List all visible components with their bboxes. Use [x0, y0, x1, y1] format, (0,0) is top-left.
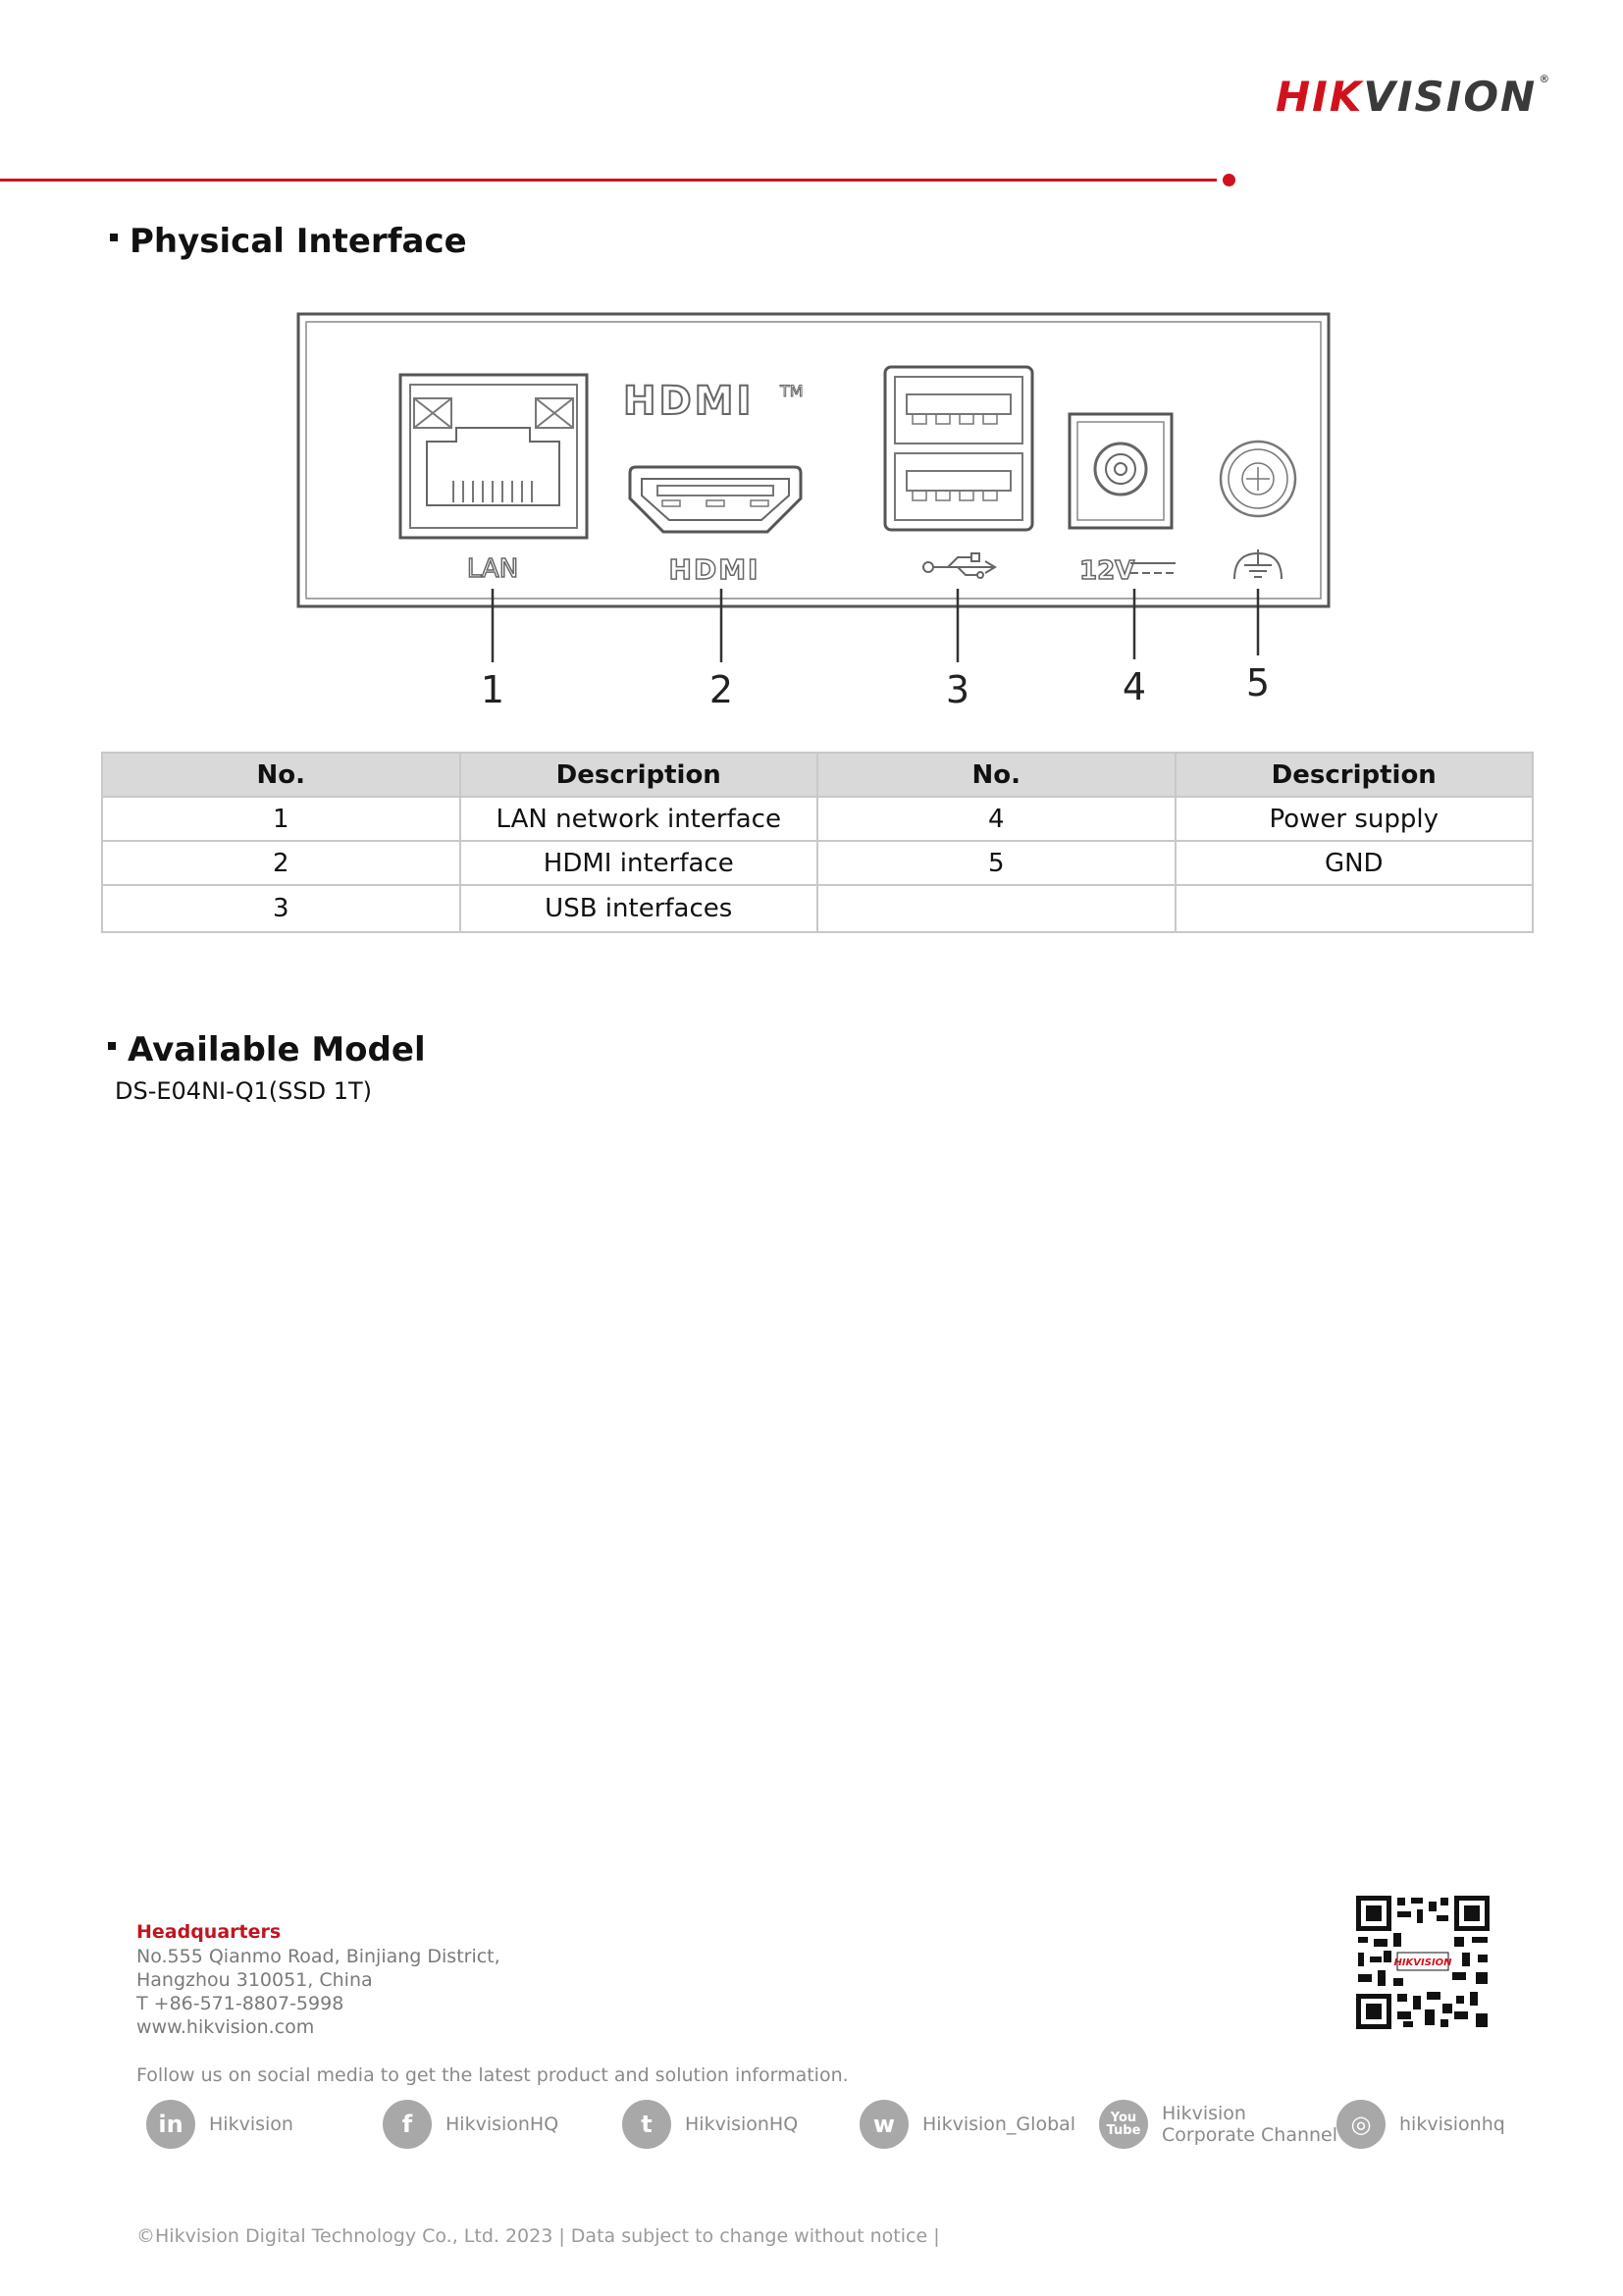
table-header-row: [102, 753, 1533, 797]
panel-inner-outline: [306, 322, 1321, 599]
social-youtube-link[interactable]: [1099, 2100, 1337, 2149]
social-twitter-link[interactable]: [622, 2100, 798, 2149]
table-cell: HDMI interface: [460, 841, 818, 885]
dc-symbol-icon: [1130, 563, 1176, 573]
qr-code-icon: [1354, 1894, 1492, 2031]
bullet-square-icon: [110, 234, 118, 241]
callout-lines: [493, 589, 1258, 662]
available-model-heading: Available Model: [108, 1030, 426, 1070]
bullet-square-icon: [108, 1042, 116, 1050]
table-cell: USB interfaces: [460, 885, 818, 932]
usb-ports-icon: [885, 367, 1032, 530]
table-cell: GND: [1176, 841, 1534, 885]
hq-address-line: Hangzhou 310051, China: [136, 1969, 373, 1991]
header-no: No.: [102, 753, 460, 797]
table-cell: Power supply: [1176, 797, 1534, 841]
table-cell: [1176, 885, 1534, 932]
table-cell: 4: [817, 797, 1176, 841]
table-cell: 3: [102, 885, 460, 932]
callout-5: 5: [1245, 661, 1271, 704]
lan-port-label: LAN: [466, 554, 519, 584]
twitter-icon: t: [622, 2100, 671, 2149]
instagram-icon: ◎: [1336, 2100, 1386, 2149]
social-instagram-link[interactable]: [1336, 2100, 1505, 2149]
table-cell: 1: [102, 797, 460, 841]
power-port-icon: [1070, 414, 1172, 528]
header-no: No.: [817, 753, 1176, 797]
rear-panel-diagram: [285, 304, 1344, 716]
header-description: Description: [460, 753, 818, 797]
hq-address-line: No.555 Qianmo Road, Binjiang District,: [136, 1946, 500, 1967]
social-label: Hikvision Corporate Channel: [1162, 2103, 1338, 2146]
lan-port-icon: [400, 375, 587, 538]
ground-symbol-icon: [1234, 549, 1282, 579]
hdmi-logo-tm: TM: [780, 382, 804, 400]
header-divider-dot: [1223, 174, 1235, 186]
hdmi-logo-text: HDMI: [623, 379, 755, 424]
follow-text: Follow us on social media to get the latest product and solution information.: [136, 2064, 849, 2086]
social-label: hikvisionhq: [1399, 2113, 1505, 2135]
social-label: Hikvision: [209, 2113, 293, 2135]
power-port-label: 12V: [1079, 556, 1135, 586]
header-divider: [0, 179, 1217, 182]
facebook-icon: f: [383, 2100, 432, 2149]
table-cell: [817, 885, 1176, 932]
physical-interface-heading: Physical Interface: [110, 222, 467, 261]
hq-address-block: [136, 1945, 500, 2039]
table-cell: 2: [102, 841, 460, 885]
social-wechat-link[interactable]: [860, 2100, 1075, 2149]
hikvision-logo: HIKVISION ®: [1276, 73, 1552, 121]
svg-text:HIKVISION: HIKVISION: [1393, 1957, 1452, 1968]
callout-2: 2: [708, 668, 734, 711]
table-row: [102, 797, 1533, 841]
table-cell: LAN network interface: [460, 797, 818, 841]
hdmi-port-icon: [630, 467, 801, 532]
hdmi-port-label: HDMI: [668, 553, 760, 586]
table-cell: 5: [817, 841, 1176, 885]
callout-1: 1: [480, 668, 505, 711]
hq-phone: T +86-571-8807-5998: [136, 1993, 344, 2014]
social-facebook-link[interactable]: [383, 2100, 558, 2149]
callout-3: 3: [945, 668, 970, 711]
interface-table: [101, 752, 1534, 933]
social-label: HikvisionHQ: [445, 2113, 559, 2135]
callout-4: 4: [1122, 665, 1147, 708]
youtube-icon: You Tube: [1099, 2100, 1148, 2149]
social-linkedin-link[interactable]: [146, 2100, 293, 2149]
model-number: DS-E04NI-Q1(SSD 1T): [115, 1077, 373, 1105]
table-row: [102, 885, 1533, 932]
hq-title: Headquarters: [136, 1921, 282, 1943]
hq-website-link[interactable]: www.hikvision.com: [136, 2016, 315, 2038]
table-row: [102, 841, 1533, 885]
social-label: Hikvision_Global: [922, 2113, 1076, 2135]
usb-symbol-icon: [923, 553, 995, 578]
wechat-icon: w: [860, 2100, 909, 2149]
copyright-text: ©Hikvision Digital Technology Co., Ltd. 2023 | Data subject to change without notice |: [136, 2225, 940, 2247]
gnd-terminal-icon: [1221, 442, 1295, 516]
social-label: HikvisionHQ: [685, 2113, 799, 2135]
header-description: Description: [1176, 753, 1534, 797]
linkedin-icon: in: [146, 2100, 195, 2149]
